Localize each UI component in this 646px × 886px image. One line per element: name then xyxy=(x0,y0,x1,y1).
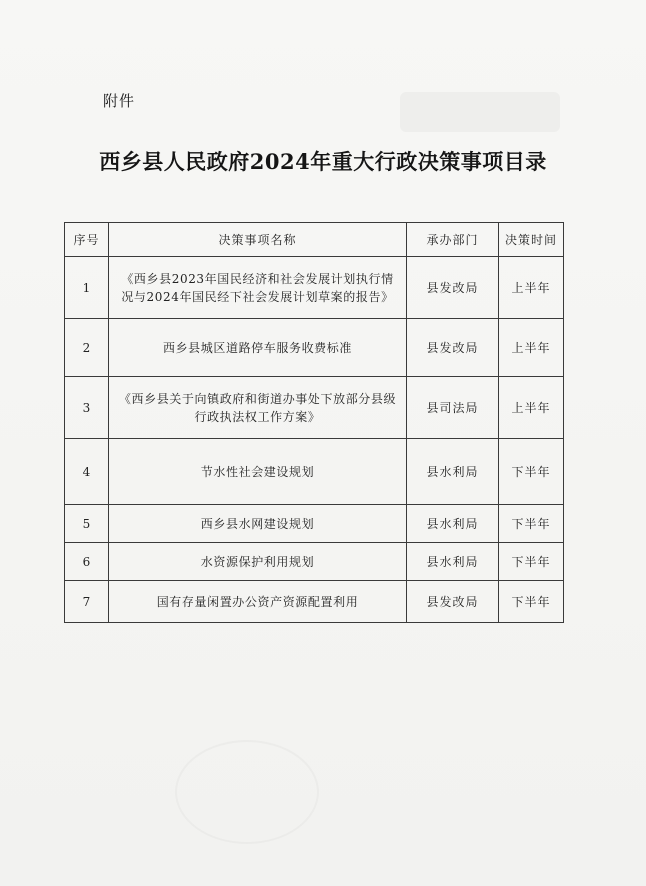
table-row xyxy=(65,319,564,377)
decision-item-name: 西乡县城区道路停车服务收费标准 xyxy=(109,319,407,377)
responsible-department: 县水利局 xyxy=(407,439,499,505)
responsible-department: 县发改局 xyxy=(407,319,499,377)
row-number: 2 xyxy=(65,319,109,377)
document-title: 西乡县人民政府2024年重大行政决策事项目录 xyxy=(99,149,547,174)
column-header-dept: 承办部门 xyxy=(407,223,499,257)
row-number: 7 xyxy=(65,581,109,623)
table-row xyxy=(65,543,564,581)
decision-item-name xyxy=(109,257,407,319)
decision-items-table xyxy=(64,222,564,623)
decision-time: 下半年 xyxy=(499,581,564,623)
row-number: 1 xyxy=(65,257,109,319)
decision-time: 下半年 xyxy=(499,439,564,505)
decision-time: 下半年 xyxy=(499,505,564,543)
decision-item-name-line: 行政执法权工作方案》 xyxy=(194,409,321,424)
faint-show-through-mark xyxy=(400,92,560,132)
responsible-department: 县发改局 xyxy=(407,581,499,623)
row-number: 4 xyxy=(65,439,109,505)
decision-item-name-line: 况与2024年国民经下社会发展计划草案的报告》 xyxy=(121,289,394,304)
table-row xyxy=(65,439,564,505)
decision-item-name-line: 《西乡县关于向镇政府和街道办事处下放部分县级 xyxy=(118,391,397,406)
decision-item-name: 国有存量闲置办公资产资源配置利用 xyxy=(109,581,407,623)
table-row xyxy=(65,505,564,543)
decision-item-name-line: 《西乡县2023年国民经济和社会发展计划执行情 xyxy=(121,271,394,286)
responsible-department: 县司法局 xyxy=(407,377,499,439)
table-row xyxy=(65,581,564,623)
responsible-department: 县水利局 xyxy=(407,543,499,581)
responsible-department: 县发改局 xyxy=(407,257,499,319)
decision-time: 上半年 xyxy=(499,319,564,377)
column-header-no: 序号 xyxy=(65,223,109,257)
decision-item-name: 水资源保护利用规划 xyxy=(109,543,407,581)
table-row xyxy=(65,377,564,439)
column-header-time: 决策时间 xyxy=(499,223,564,257)
decision-item-name: 西乡县水网建设规划 xyxy=(109,505,407,543)
decision-time: 上半年 xyxy=(499,377,564,439)
decision-time: 下半年 xyxy=(499,543,564,581)
faint-stamp-mark xyxy=(175,740,319,844)
decision-item-name: 节水性社会建设规划 xyxy=(109,439,407,505)
table-row xyxy=(65,257,564,319)
row-number: 6 xyxy=(65,543,109,581)
table-header-row xyxy=(65,223,564,257)
attachment-label: 附件 xyxy=(103,92,136,110)
decision-time: 上半年 xyxy=(499,257,564,319)
column-header-name: 决策事项名称 xyxy=(109,223,407,257)
responsible-department: 县水利局 xyxy=(407,505,499,543)
row-number: 5 xyxy=(65,505,109,543)
decision-item-name xyxy=(109,377,407,439)
row-number: 3 xyxy=(65,377,109,439)
